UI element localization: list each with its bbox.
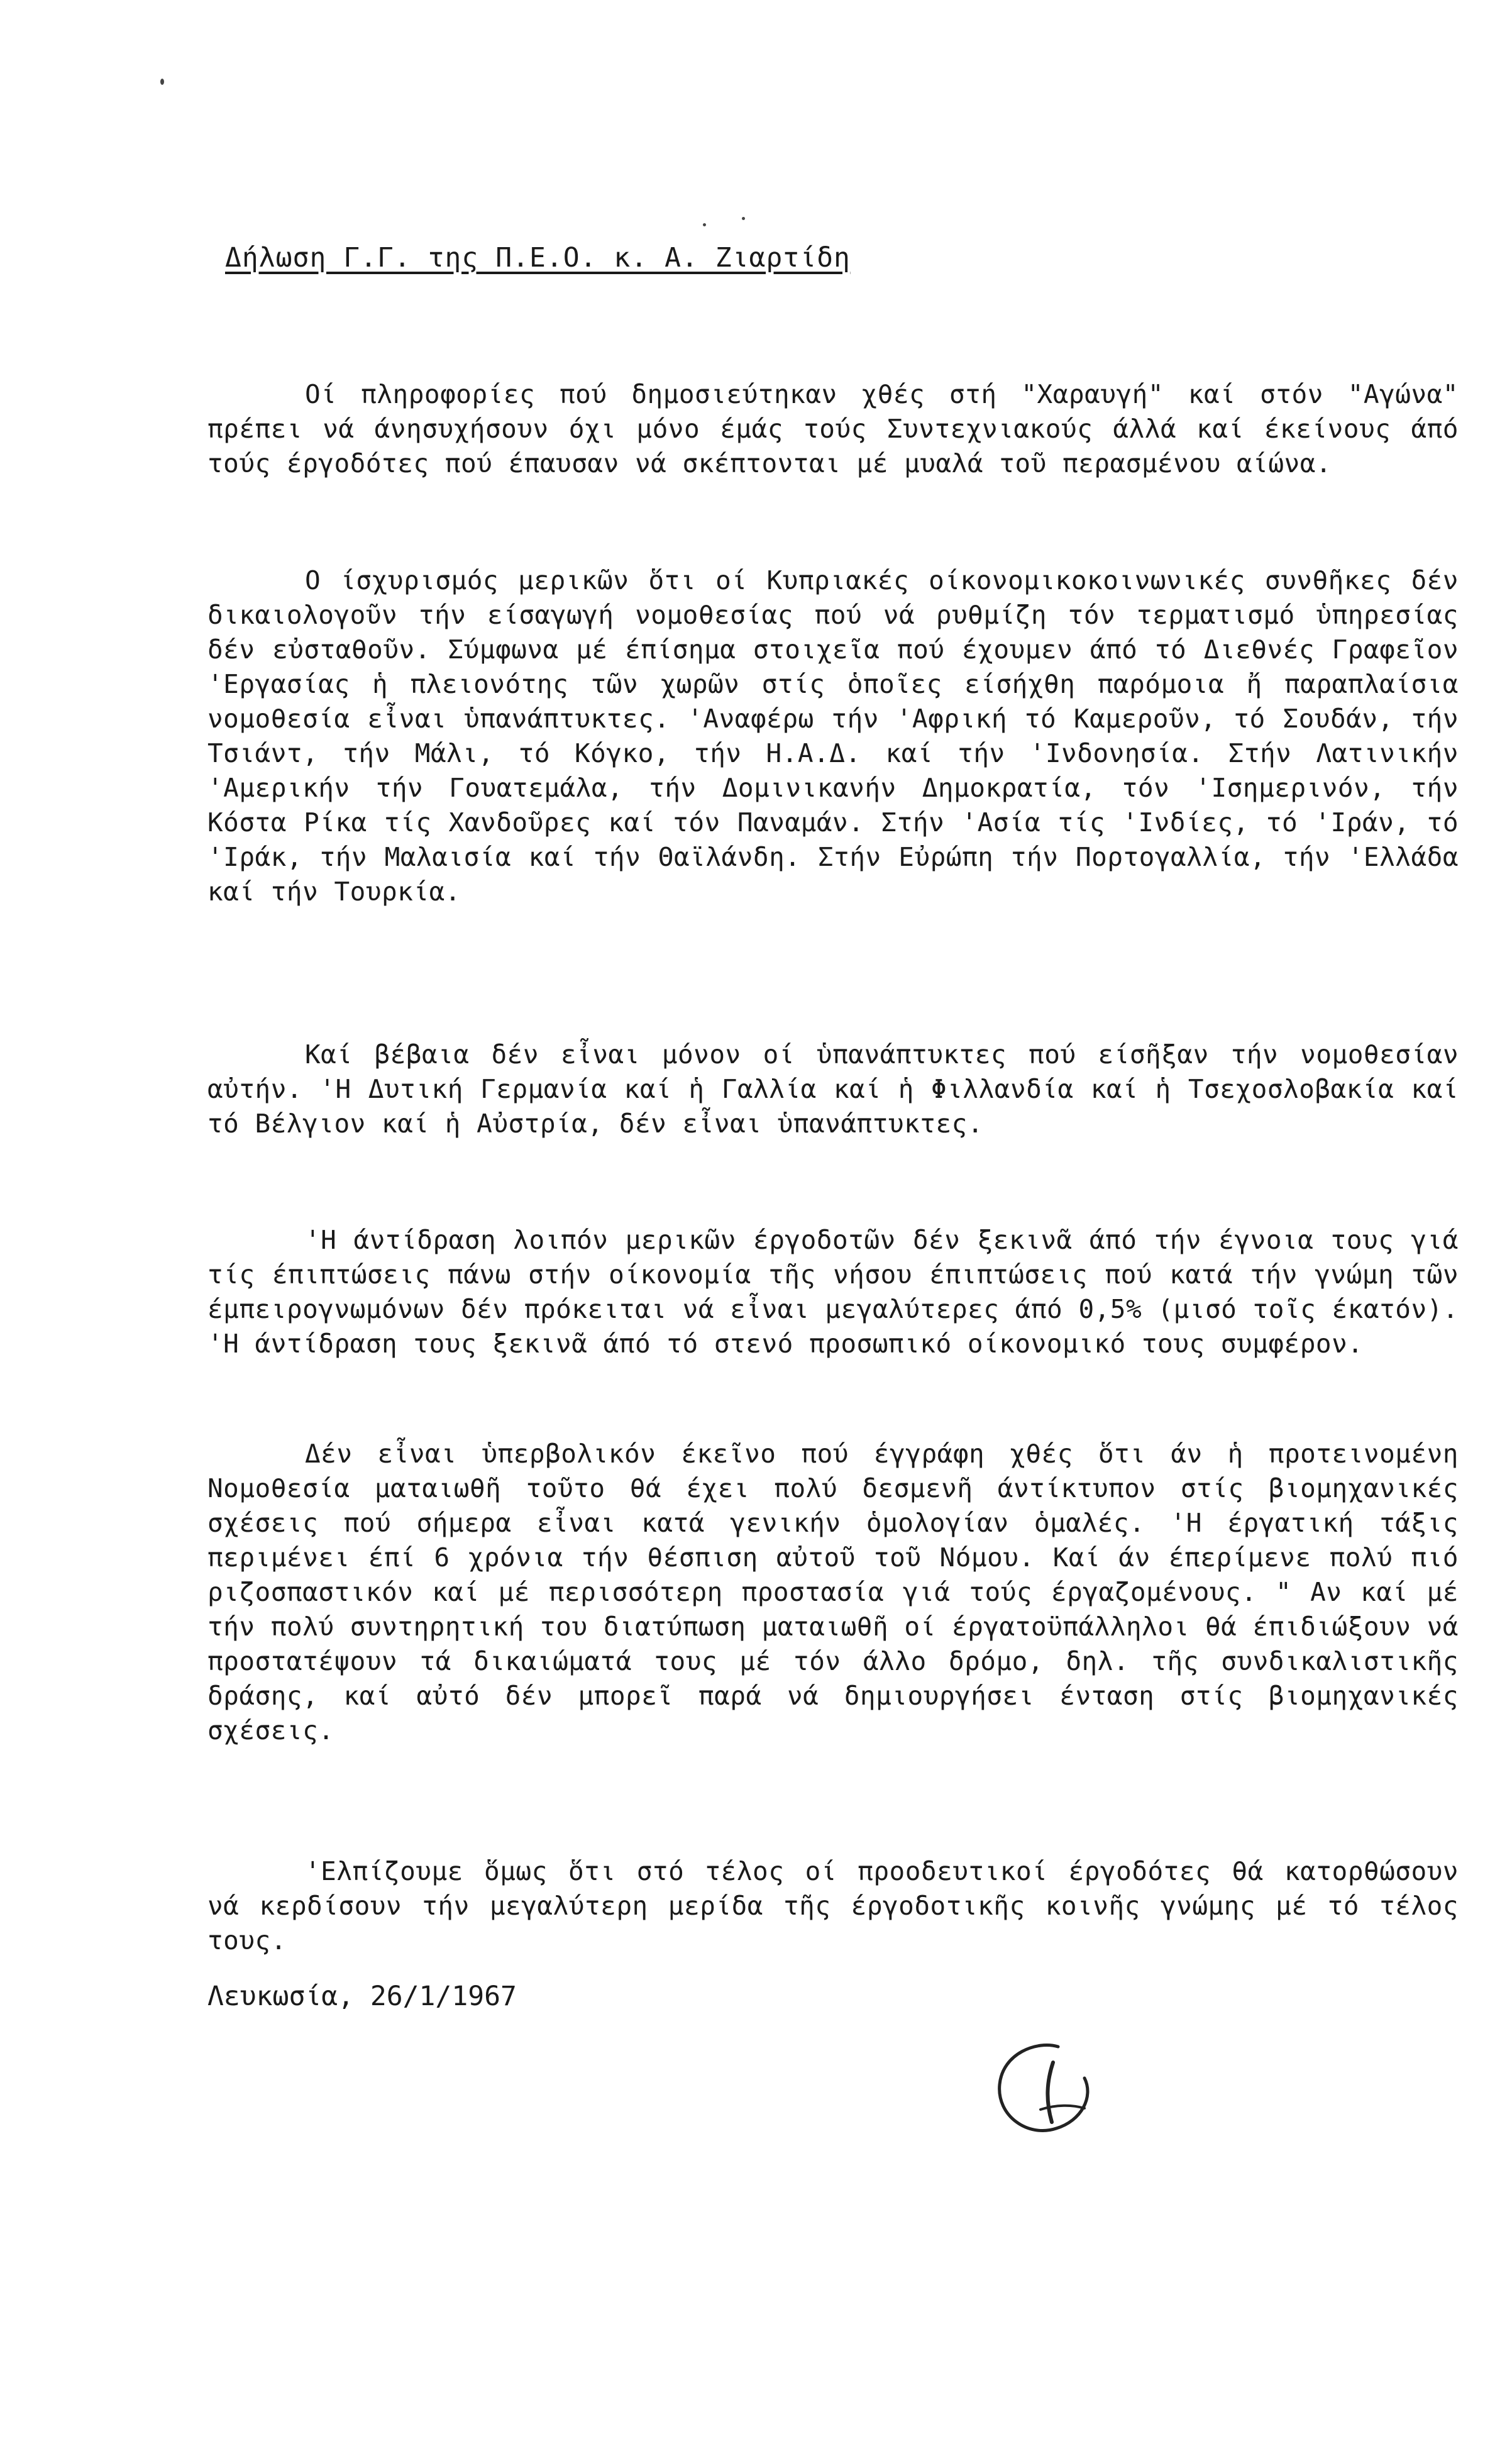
paragraph-3 [207,1037,1459,1141]
stray-ink-mark [742,217,745,220]
paragraph-text: Οί πληροφορίες πού δημοσιεύτηκαν χθές στή "Χαραυγή" καί στόν "Αγώνα" πρέπει νά άνησυχήσουν όχι μόνο έμάς τούς Συντεχνιακούς άλλά καί έκείνους άπό τούς έργοδότες πού έπαυσαν νά σκέπτονται μέ μυαλά τοῦ περασμένου αίώνα. [207,379,1459,478]
paragraph-text: 'Η άντίδραση λοιπόν μερικῶν έργοδοτῶν δέν ξεκινᾶ άπό τήν έγνοια τους γιά τίς έπιπτώσεις πάνω στήν οίκονομία τῆς νήσου έπιπτώσεις πού κατά τήν γνώμη τῶν έμπειρογνωμόνων δέν πρόκειται νά εἶναι μεγαλύτερες άπό 0,5% (μισό τοῖς έκατόν). 'Η άντίδραση τους ξεκινᾶ άπό τό στενό προσωπικό οίκονομικό τους συμφέρον. [207,1225,1459,1359]
paragraph-4 [207,1223,1459,1361]
document-title: Δήλωση Γ.Γ. της Π.Ε.Ο. κ. Α. Ζιαρτίδη [225,242,851,274]
paragraph-5 [207,1437,1459,1748]
place-date: Λευκωσία, 26/1/1967 [207,1981,517,2012]
paragraph-6 [207,1854,1459,1958]
paragraph-text: Ο ίσχυρισμός μερικῶν ὅτι οί Κυπριακές οίκονομικοκοινωνικές συνθῆκες δέν δικαιολογοῦν τήν είσαγωγή νομοθεσίας πού νά ρυθμίζη τόν τερματισμό ὑπηρεσίας δέν εὐσταθοῦν. Σύμφωνα μέ έπίσημα στοιχεῖα πού έχουμεν άπό τό Διεθνές Γραφεῖον 'Εργασίας ἡ πλειονότης τῶν χωρῶν στίς ὁποῖες είσήχθη παρόμοια ἤ παραπλαίσια νομοθεσία εἶναι ὑπανάπτυκτες. 'Αναφέρω τήν 'Αφρική τό Καμεροῦν, τό Σουδάν, τήν Τσιάντ, τήν Μάλι, τό Κόγκο, τήν Η.Α.Δ. καί τήν 'Ινδονησία. Στήν Λατινικήν 'Αμερικήν τήν Γουατεμάλα, τήν Δομινικανήν Δημοκρατία, τόν 'Ισημερινόν, τήν Κόστα Ρίκα τίς Χανδοῦρες καί τόν Παναμάν. Στήν 'Ασία τίς 'Ινδίες, τό 'Ιράν, τό 'Ιράκ, τήν Μαλαισία καί τήν Θαϊλάνδη. Στήν Εὐρώπη τήν Πορτογαλλία, τήν 'Ελλάδα καί τήν Τουρκία. [207,565,1459,907]
paragraph-text: Καί βέβαια δέν εἶναι μόνον οί ὑπανάπτυκτες πού είσῆξαν τήν νομοθεσίαν αὐτήν. 'Η Δυτική Γερμανία καί ἡ Γαλλία καί ἡ Φιλλανδία καί ἡ Τσεχοσλοβακία καί τό Βέλγιον καί ἡ Αὐστρία, δέν εἶναι ὑπανάπτυκτες. [207,1039,1459,1139]
paragraph-text: Δέν εἶναι ὑπερβολικόν έκεῖνο πού έγγράφη χθές ὅτι άν ἡ προτεινομένη Νομοθεσία ματαιωθῆ τοῦτο θά έχει πολύ δεσμενῆ άντίκτυπον στίς βιομηχανικές σχέσεις πού σήμερα εἶναι κατά γενικήν ὁμολογίαν ὁμαλές. 'Η έργατική τάξις περιμένει έπί 6 χρόνια τήν θέσπιση αὐτοῦ τοῦ Νόμου. Καί άν έπερίμενε πολύ πιό ριζοσπαστικόν καί μέ περισσότερη προστασία γιά τούς έργαζομένους. " Αν καί μέ τήν πολύ συντηρητική του διατύπωση ματαιωθῆ οί έργατοϋπάλληλοι θά έπιδιώξουν νά προστατέψουν τά δικαιώματά τους μέ τόν άλλο δρόμο, δηλ. τῆς συνδικαλιστικῆς δράσης, καί αὐτό δέν μπορεῖ παρά νά δημιουργήσει ένταση στίς βιομηχανικές σχέσεις. [207,1439,1459,1745]
stray-ink-mark [703,223,706,226]
handwritten-signature [978,2034,1110,2154]
paragraph-text: 'Ελπίζουμε ὅμως ὅτι στό τέλος οί προοδευτικοί έργοδότες θά κατορθώσουν νά κερδίσουν τήν μεγαλύτερη μερίδα τῆς έργοδοτικῆς κοινῆς γνώμης μέ τό τέλος τους. [207,1856,1459,1955]
paragraph-2 [207,563,1459,909]
stray-ink-mark [160,79,164,85]
paragraph-1 [207,377,1459,481]
